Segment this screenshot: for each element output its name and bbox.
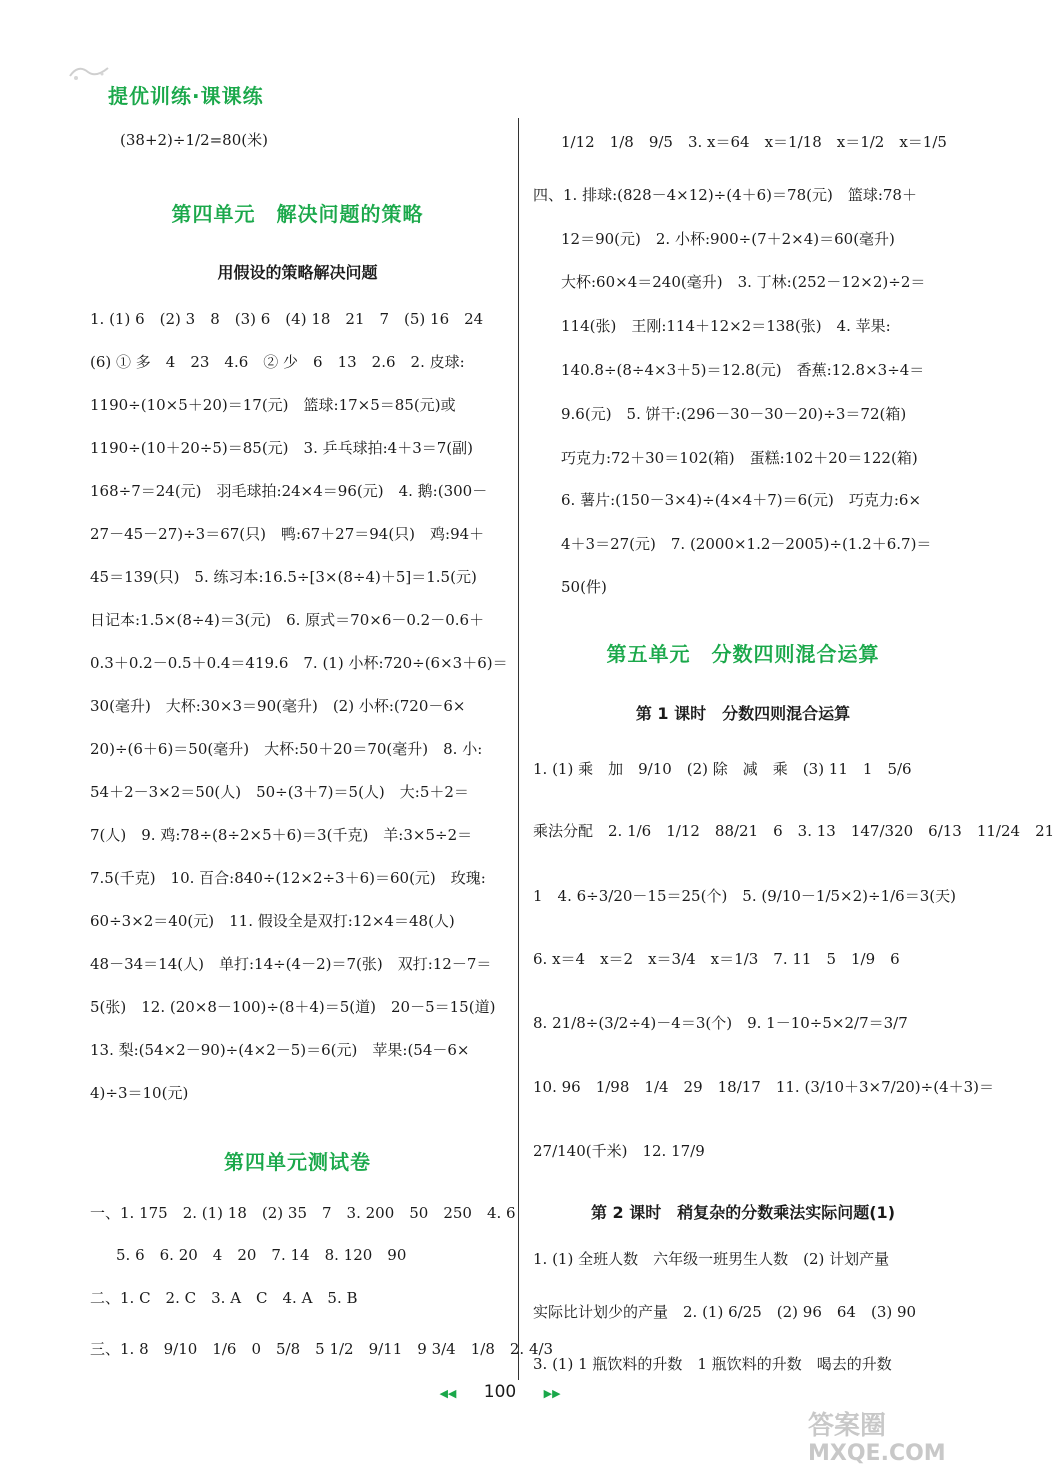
unit4-title: 第四单元 解决问题的策略: [171, 202, 424, 226]
answer-line: 实际比计划少的产量 2. (1) 6/25 (2) 96 64 (3) 90: [533, 1303, 917, 1321]
answer-line: 1/12 1/8 9/5 3. x＝64 x＝1/18 x＝1/2 x＝1/5: [561, 133, 947, 151]
column-divider: [518, 118, 519, 1380]
answer-line: 45＝139(只) 5. 练习本:16.5÷[3×(8÷4)＋5]＝1.5(元): [90, 568, 477, 586]
answer-line: 5(张) 12. (20×8－100)÷(8＋4)＝5(道) 20－5＝15(道): [90, 998, 496, 1016]
page-footer: [0, 1382, 1000, 1402]
unit5-title: 第五单元 分数四则混合运算: [606, 642, 880, 666]
answer-line: 48－34＝14(人) 单打:14÷(4－2)＝7(张) 双打:12－7＝: [90, 955, 492, 973]
answer-line: 三、1. 8 9/10 1/6 0 5/8 5 1/2 9/11 9 3/4 1/8 2. 4/3: [90, 1340, 554, 1358]
watermark-line: 答案圈: [808, 1411, 887, 1441]
unit4-test-title: 第四单元测试卷: [224, 1150, 371, 1174]
next-arrows-icon: ▶▶: [543, 1387, 561, 1400]
answer-line: 二、1. C 2. C 3. A C 4. A 5. B: [90, 1289, 358, 1307]
unit4-subtitle: 用假设的策略解决问题: [217, 263, 378, 282]
answer-line: 30(毫升) 大杯:30×3＝90(毫升) (2) 小杯:(720－6×: [90, 697, 466, 715]
answer-line: 10. 96 1/98 1/4 29 18/17 11. (3/10＋3×7/20)÷(4＋3)＝: [533, 1078, 995, 1096]
answer-line: 6. 薯片:(150－3×4)÷(4×4＋7)＝6(元) 巧克力:6×: [561, 491, 922, 509]
answer-line: 1. (1) 6 (2) 3 8 (3) 6 (4) 18 21 7 (5) 16 24: [90, 310, 484, 328]
lesson2-title: 第 2 课时 稍复杂的分数乘法实际问题(1): [590, 1203, 896, 1222]
answer-line: 4)÷3＝10(元): [90, 1084, 189, 1102]
answer-line: 6. x＝4 x＝2 x＝3/4 x＝1/3 7. 11 5 1/9 6: [533, 950, 900, 968]
answer-line: 60÷3×2＝40(元) 11. 假设全是双打:12×4＝48(人): [90, 912, 455, 930]
answer-line: 4＋3＝27(元) 7. (2000×1.2－2005)÷(1.2＋6.7)＝: [561, 535, 932, 553]
watermark-logo: [808, 1412, 946, 1468]
answer-line: 3. (1) 1 瓶饮料的升数 1 瓶饮料的升数 喝去的升数: [533, 1355, 892, 1373]
answer-line: 大杯:60×4＝240(毫升) 3. 丁林:(252－12×2)÷2＝: [561, 273, 926, 291]
header-decoration-icon: [68, 62, 112, 84]
answer-line: 5. 6 6. 20 4 20 7. 14 8. 120 90: [116, 1246, 407, 1264]
answer-line: 乘法分配 2. 1/6 1/12 88/21 6 3. 13 147/320 6/13 11/24 21: [533, 822, 1054, 840]
answer-line: 140.8÷(8÷4×3＋5)＝12.8(元) 香蕉:12.8×3÷4＝: [561, 361, 925, 379]
answer-line: 一、1. 175 2. (1) 18 (2) 35 7 3. 200 50 250 4. 6: [90, 1204, 516, 1222]
answer-line: (38+2)÷1/2=80(米): [120, 131, 268, 149]
answer-line: 168÷7＝24(元) 羽毛球拍:24×4＝96(元) 4. 鹅:(300－: [90, 482, 488, 500]
answer-line: 日记本:1.5×(8÷4)＝3(元) 6. 原式＝70×6－0.2－0.6＋: [90, 611, 485, 629]
answer-line: 20)÷(6＋6)＝50(毫升) 大杯:50＋20＝70(毫升) 8. 小:: [90, 740, 483, 758]
answer-line: 0.3＋0.2－0.5＋0.4＝419.6 7. (1) 小杯:720÷(6×3＋6)＝: [90, 654, 508, 672]
answer-line: 27－45－27)÷3＝67(只) 鸭:67＋27＝94(只) 鸡:94＋: [90, 525, 485, 543]
answer-line: 7.5(千克) 10. 百合:840÷(12×2÷3＋6)＝60(元) 玫瑰:: [90, 869, 486, 887]
answer-line: 54＋2－3×2＝50(人) 50÷(3＋7)＝5(人) 大:5＋2＝: [90, 783, 469, 801]
answer-line: 114(张) 王刚:114＋12×2＝138(张) 4. 苹果:: [561, 317, 891, 335]
answer-line: 巧克力:72＋30＝102(箱) 蛋糕:102＋20＝122(箱): [561, 449, 918, 467]
answer-line: 1 4. 6÷3/20－15＝25(个) 5. (9/10－1/5×2)÷1/6＝3(天): [533, 887, 956, 905]
answer-line: 四、1. 排球:(828－4×12)÷(4＋6)＝78(元) 篮球:78＋: [533, 186, 917, 204]
answer-line: 13. 梨:(54×2－90)÷(4×2－5)＝6(元) 苹果:(54－6×: [90, 1041, 470, 1059]
answer-line: 1. (1) 乘 加 9/10 (2) 除 减 乘 (3) 11 1 5/6: [533, 760, 912, 778]
answer-line: 1190÷(10×5＋20)＝17(元) 篮球:17×5＝85(元)或: [90, 396, 456, 414]
answer-line: 50(件): [561, 578, 607, 596]
answer-line: 7(人) 9. 鸡:78÷(8÷2×5＋6)＝3(千克) 羊:3×5÷2＝: [90, 826, 473, 844]
answer-line: 8. 21/8÷(3/2÷4)－4＝3(个) 9. 1－10÷5×2/7＝3/7: [533, 1014, 908, 1032]
watermark-line: MXQE.COM: [808, 1441, 946, 1466]
lesson1-title: 第 1 课时 分数四则混合运算: [635, 704, 851, 723]
answer-line: (6) ① 多 4 23 4.6 ② 少 6 13 2.6 2. 皮球:: [90, 353, 465, 371]
page-number: 100: [483, 1382, 517, 1402]
page-header-title: 提优训练·课课练: [108, 84, 264, 108]
answer-line: 9.6(元) 5. 饼干:(296－30－30－20)÷3＝72(箱): [561, 405, 907, 423]
answer-line: 27/140(千米) 12. 17/9: [533, 1142, 705, 1160]
answer-line: 1. (1) 全班人数 六年级一班男生人数 (2) 计划产量: [533, 1250, 890, 1268]
answer-line: 12＝90(元) 2. 小杯:900÷(7＋2×4)＝60(毫升): [561, 230, 895, 248]
prev-arrows-icon: ◀◀: [439, 1387, 457, 1400]
answer-line: 1190÷(10＋20÷5)＝85(元) 3. 乒乓球拍:4＋3＝7(副): [90, 439, 473, 457]
